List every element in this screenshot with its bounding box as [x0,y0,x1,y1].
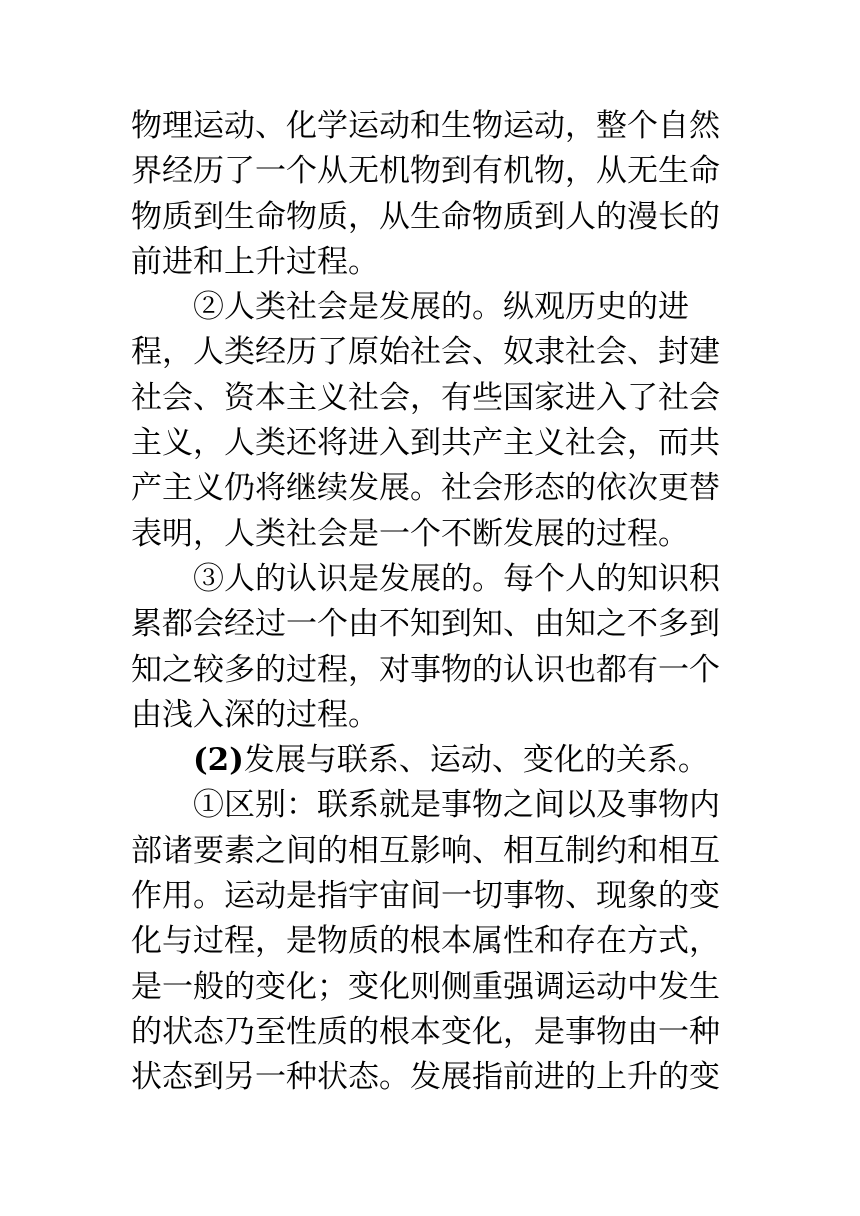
section-heading-text: 发展与联系、运动、变化的关系。 [243,742,709,779]
section-number: (2) [193,742,244,779]
text-line: 由浅入深的过程。 [131,696,379,733]
text-line: 部诸要素之间的相互影响、相互制约和相互 [131,832,720,869]
text-line: 物理运动、化学运动和生物运动，整个自然 [131,108,720,144]
paragraph-start-line: ①区别：联系就是事物之间以及事物内 [193,787,720,824]
text-line: 累都会经过一个由不知到知、由知之不多到 [131,606,720,643]
text-line: 表明，人类社会是一个不断发展的过程。 [131,515,689,552]
paragraph-start-line: ③人的认识是发展的。每个人的知识积 [193,560,720,597]
text-line: 作用。运动是指宇宙间一切事物、现象的变 [131,878,720,915]
text-line: 产主义仍将继续发展。社会形态的依次更替 [131,470,720,507]
text-line: 程，人类经历了原始社会、奴隶社会、封建 [131,334,720,371]
text-line: 物质到生命物质，从生命物质到人的漫长的 [131,198,720,235]
text-line: 知之较多的过程，对事物的认识也都有一个 [131,651,720,688]
text-line: 化与过程，是物质的根本属性和存在方式， [131,923,720,960]
text-line: 状态到另一种状态。发展指前进的上升的变 [131,1059,720,1096]
text-line: 主义，人类还将进入到共产主义社会，而共 [131,425,720,462]
paragraph-start-line: ②人类社会是发展的。纵观历史的进 [193,289,689,326]
text-line: 界经历了一个从无机物到有机物，从无生命 [131,153,720,190]
document-body [131,104,731,1101]
text-line: 社会、资本主义社会，有些国家进入了社会 [131,379,720,416]
text-line: 的状态乃至性质的根本变化，是事物由一种 [131,1013,720,1050]
text-line: 前进和上升过程。 [131,243,379,280]
section-heading [131,738,731,783]
text-line: 是一般的变化；变化则侧重强调运动中发生 [131,968,720,1005]
